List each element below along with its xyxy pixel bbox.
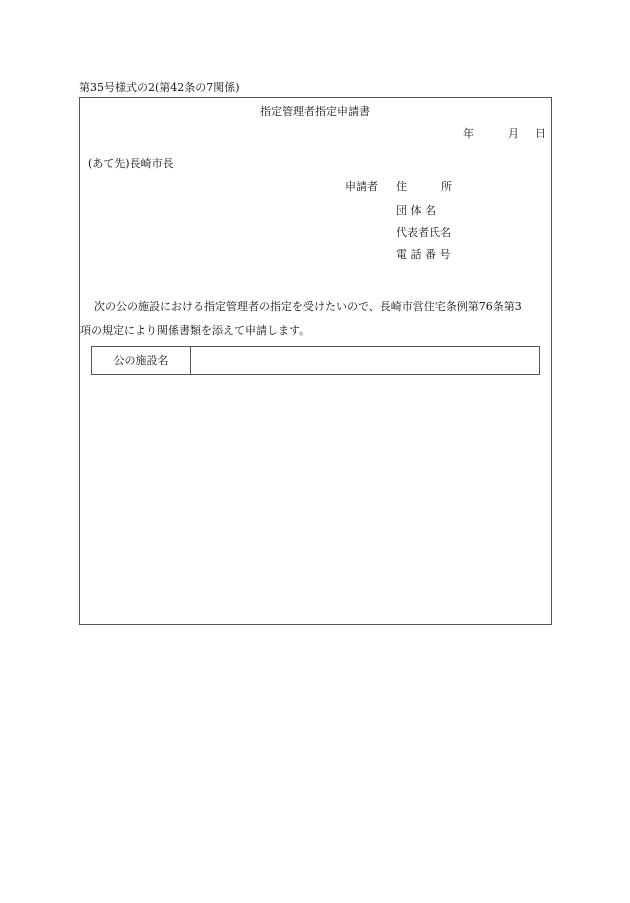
date-month[interactable]: 月 xyxy=(508,127,519,140)
applicant-label: 申請者 xyxy=(345,180,378,193)
date-year[interactable]: 年 xyxy=(463,127,474,140)
facility-label: 公の施設名 xyxy=(113,354,169,367)
address-label-1: 住 xyxy=(396,180,407,193)
phone-label: 電 話 番 号 xyxy=(396,248,451,261)
date-day[interactable]: 日 xyxy=(535,127,546,140)
form-number: 第35号様式の2(第42条の7関係) xyxy=(79,81,240,94)
representative-label: 代表者氏名 xyxy=(396,226,451,239)
addressee: (あて先)長崎市長 xyxy=(88,157,174,170)
facility-table xyxy=(91,346,540,375)
body-line-2: 項の規定により関係書類を添えて申請します。 xyxy=(80,324,311,337)
body-line-1: 次の公の施設における指定管理者の指定を受けたいので、長崎市営住宅条例第76条第3 xyxy=(94,300,522,313)
org-name-label: 団 体 名 xyxy=(396,204,436,217)
document-title: 指定管理者指定申請書 xyxy=(260,105,370,118)
address-label-2: 所 xyxy=(441,180,452,193)
table-divider xyxy=(190,347,191,374)
